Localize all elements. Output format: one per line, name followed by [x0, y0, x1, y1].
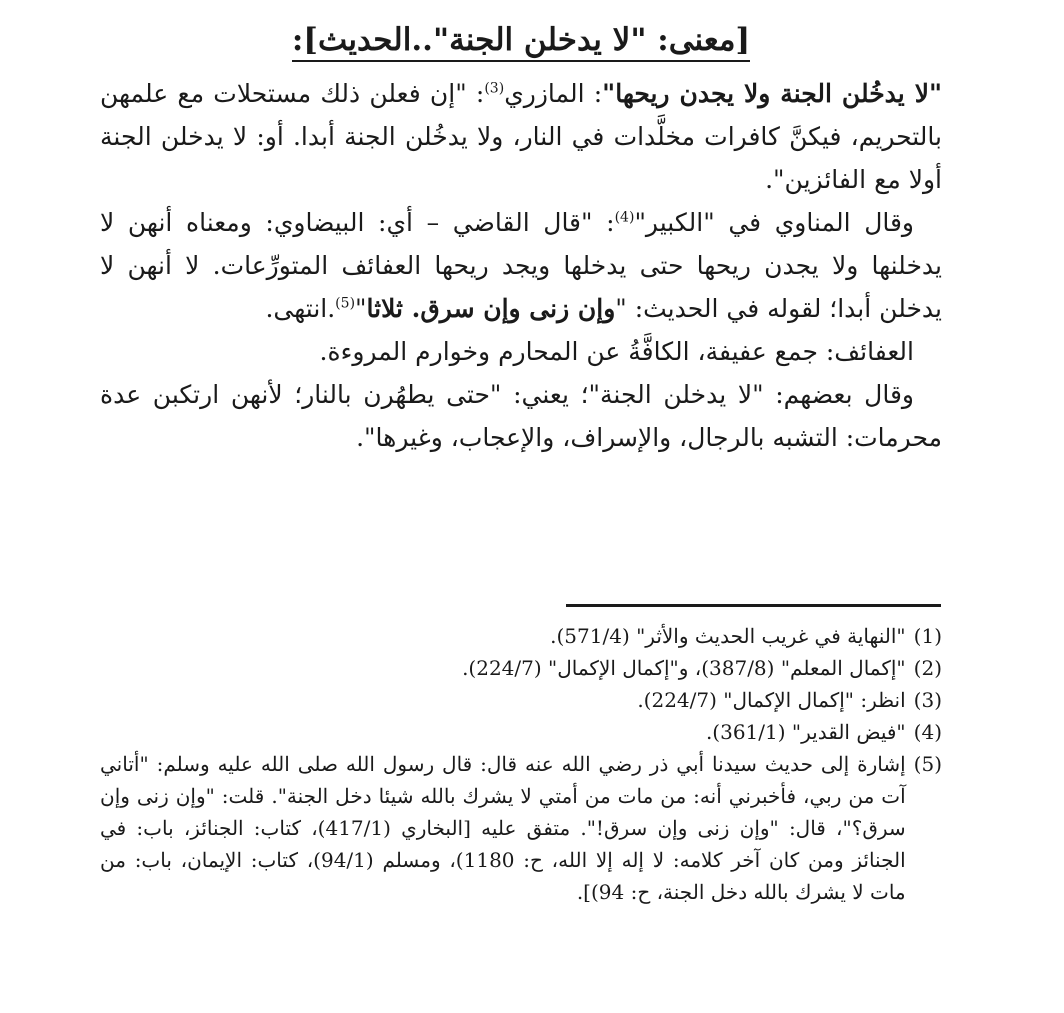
paragraph-2-text-b: : "قال القاضي – أي: البيضاوي: ومعناه أنهن لا يدخلنها ولا يجدن ريحها حتى يدخلها ويجد ريحها العفائف المتورِّعات. لا أنهن لا يدخلن أبدا؛ لقوله في الحديث: " — [100, 208, 942, 323]
footnote-text: إشارة إلى حديث سيدنا أبي ذر رضي الله عنه قال: قال رسول الله صلى الله عليه وسلم: "أتاني آت من ربي، فأخبرني أنه: من مات من أمتي لا يشرك بالله شيئا دخل الجنة". قلت: "وإن زنى وإن سرق؟"، قال: "وإن زنى وإن سرق!". متفق عليه [البخاري (417/1)، كتاب: الجنائز، باب: في الجنائز ومن كان آخر كلامه: لا إله إلا الله، ح: 1180)، ومسلم (94/1)، كتاب: الإيمان، باب: من مات لا يشرك بالله دخل الجنة، ح: 94)]. — [100, 752, 906, 904]
footnote-4 — [100, 716, 942, 748]
paragraph-1 — [100, 72, 942, 201]
footnote-number: (5) — [913, 752, 942, 776]
footnote-divider — [566, 604, 941, 607]
footnote-number: (2) — [913, 656, 942, 680]
footnote-5 — [100, 748, 942, 908]
footnote-2 — [100, 652, 942, 684]
paragraph-4: وقال بعضهم: "لا يدخلن الجنة"؛ يعني: "حتى يطهُرن بالنار؛ لأنهن ارتكبن عدة محرمات: التشبه بالرجال، والإسراف، والإعجاب، وغيرها". — [100, 380, 942, 452]
footnote-text: "فيض القدير" (361/1). — [705, 720, 906, 744]
footnote-text: "إكمال المعلم" (387/8)، و"إكمال الإكمال" (224/7). — [462, 656, 906, 680]
footnote-ref-4[interactable]: (4) — [614, 209, 635, 226]
section-heading — [100, 14, 942, 66]
footnote-1 — [100, 620, 942, 652]
paragraph-1-text-b: : "إن فعلن ذلك مستحلات مع علمهن بالتحريم، فيكنَّ كافرات مخلَّدات في النار، ولا يدخُلن الجنة أبدا. أو: لا يدخلن الجنة أولا مع الفائزين". — [100, 79, 942, 194]
section-heading-text: [معنى: "لا يدخلن الجنة"..الحديث]: — [292, 22, 750, 62]
footnote-ref-3[interactable]: (3) — [484, 80, 505, 97]
paragraph-3: العفائف: جمع عفيفة، الكافَّةُ عن المحارم وخوارم المروءة. — [319, 337, 914, 366]
paragraph-2-text-c: " — [355, 294, 367, 323]
footnotes — [100, 620, 942, 908]
footnote-number: (3) — [913, 688, 942, 712]
paragraph-2-text-d: .انتهى. — [265, 294, 336, 323]
footnote-text: "النهاية في غريب الحديث والأثر" (571/4). — [550, 624, 906, 648]
paragraph-2 — [100, 201, 942, 330]
footnote-ref-5[interactable]: (5) — [335, 295, 356, 312]
footnote-number: (4) — [913, 720, 942, 744]
hadith-quote-bold: وإن زنى وإن سرق. ثلاثا — [366, 294, 616, 323]
footnote-number: (1) — [913, 624, 942, 648]
quoted-hadith-phrase: "لا يدخُلن الجنة ولا يجدن ريحها" — [602, 79, 942, 108]
paragraph-1-text-a: : المازري — [504, 79, 603, 108]
paragraph-2-text-a: وقال المناوي في "الكبير" — [634, 208, 914, 237]
footnote-text: انظر: "إكمال الإكمال" (224/7). — [637, 688, 906, 712]
footnote-3 — [100, 684, 942, 716]
main-text — [100, 14, 942, 459]
